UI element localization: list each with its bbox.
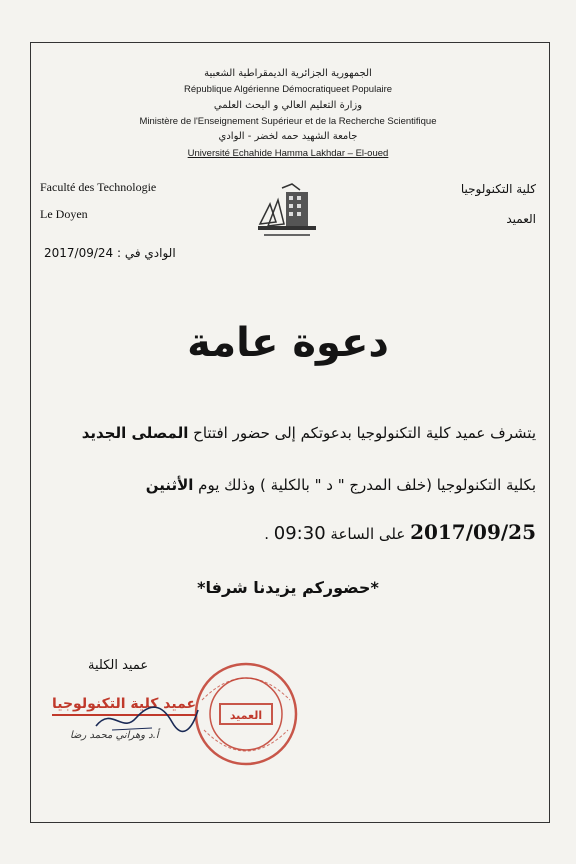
event-date: 2017/09/25 — [410, 520, 536, 544]
body-line-1-text: يتشرف عميد كلية التكنولوجيا بدعوتكم إلى حضور افتتاح — [188, 424, 536, 442]
signer-name: أ.د وهراني محمد رضا — [70, 730, 159, 741]
event-time: 09:30 — [273, 523, 326, 544]
republic-ar: الجمهورية الجزائرية الديمقراطية الشعبية — [204, 68, 372, 79]
weekday-bold: الأثنين — [145, 476, 194, 494]
university-fr: Université Echahide Hamma Lakhdar – El-oued — [187, 148, 389, 159]
university-ar: جامعة الشهيد حمه لخضر - الوادي — [218, 131, 358, 142]
round-stamp-icon — [192, 660, 300, 768]
closing-phrase: *حضوركم يزيدنا شرفا* — [197, 578, 379, 597]
round-stamp-center-text: العميد — [229, 709, 263, 722]
line-end: . — [264, 525, 274, 543]
body-line-1 — [82, 424, 536, 442]
at-hour-text: على الساعة — [325, 525, 411, 543]
ministry-fr: Ministère de l'Enseignement Supérieur et de la Recherche Scientifique — [139, 116, 437, 127]
ministry-ar: وزارة التعليم العالي و البحث العلمي — [213, 100, 363, 111]
dean-ar: العميد — [506, 212, 536, 226]
signature-label: عميد الكلية — [88, 658, 149, 673]
dean-fr: Le Doyen — [40, 207, 88, 221]
university-logo-icon — [256, 182, 318, 242]
body-line-2 — [146, 476, 536, 494]
republic-fr: République Algérienne Démocratiqueet Populaire — [183, 84, 393, 95]
handwritten-signature-icon — [92, 700, 202, 736]
faculty-fr: Faculté des Technologie — [40, 180, 157, 194]
body-line-3 — [264, 520, 536, 544]
new-prayer-hall-bold: المصلى الجديد — [81, 424, 189, 442]
document-title: دعوة عامة — [187, 320, 389, 366]
body-line-2-text: بكلية التكنولوجيا (خلف المدرج " د " بالكلية ) وذلك يوم — [193, 476, 536, 494]
issue-date: الوادي في : 2017/09/24 — [44, 246, 176, 260]
faculty-ar: كلية التكنولوجيا — [460, 182, 536, 196]
rectangular-stamp: عميد كلية التكنولوجيا — [52, 696, 196, 716]
